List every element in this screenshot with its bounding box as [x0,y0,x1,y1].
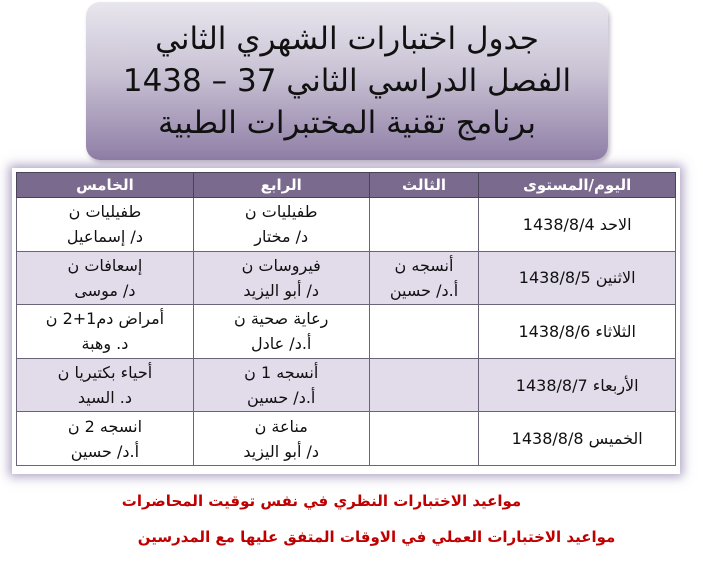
instructor-name: د/ أبو اليزيد [243,441,320,461]
course-name: رعاية صحية ن [233,309,329,329]
schedule-table-frame [12,168,680,474]
table-header-row [17,173,676,198]
course-name: مناعة ن [254,416,308,436]
course-name: فيروسات ن [241,255,321,275]
fourth-level-cell [193,251,369,305]
table-row [17,198,676,252]
day-cell: الاثنين 1438/8/5 [479,251,676,305]
table-row [17,305,676,359]
instructor-name: د/ أبو اليزيد [243,280,320,300]
course-name: إسعافات ن [67,255,143,275]
course-name: أنسجه ن [394,255,454,275]
instructor-name: أ.د/ حسين [389,280,459,300]
fifth-level-cell [17,358,194,412]
fifth-level-cell [17,251,194,305]
instructor-name: د/ مختار [254,227,309,247]
fourth-level-cell [193,198,369,252]
column-header-fifth: الخامس [17,173,194,198]
day-cell: الأربعاء 1438/8/7 [479,358,676,412]
course-name: انسجه 2 ن [67,416,143,436]
fourth-level-cell [193,358,369,412]
fifth-level-cell [17,198,194,252]
schedule-table [16,172,676,466]
instructor-name: أ.د/ عادل [251,334,312,354]
day-cell: الاحد 1438/8/4 [479,198,676,252]
table-row [17,358,676,412]
instructor-name: د. وهبة [81,334,129,354]
day-cell: الثلاثاء 1438/8/6 [479,305,676,359]
instructor-name: أ.د/ حسين [70,441,140,461]
day-cell: الخميس 1438/8/8 [479,412,676,466]
instructor-name: د/ إسماعيل [66,227,143,247]
third-level-cell [369,412,479,466]
third-level-cell [369,358,479,412]
table-row [17,251,676,305]
practical-exam-note: مواعيد الاختبارات العملي في الاوقات المتفق عليها مع المدرسين [137,528,616,546]
table-row [17,412,676,466]
column-header-fourth: الرابع [193,173,369,198]
title-banner [86,2,608,160]
theory-exam-note: مواعيد الاختبارات النظري في نفس توقيت المحاضرات [121,492,522,510]
course-name: طفيليات ن [68,202,142,222]
course-name: أحياء بكتيريا ن [57,363,153,383]
title-line-3: برنامج تقنية المختبرات الطبية [157,105,537,141]
course-name: أنسجه 1 ن [244,363,319,383]
fourth-level-cell [193,412,369,466]
title-line-2: الفصل الدراسي الثاني 37 – 1438 [122,63,572,99]
fourth-level-cell [193,305,369,359]
instructor-name: د. السيد [77,388,132,408]
course-name: طفيليات ن [244,202,318,222]
course-name: أمراض دم1+2 ن [45,309,165,329]
column-header-day: اليوم/المستوى [479,173,676,198]
fifth-level-cell [17,305,194,359]
fifth-level-cell [17,412,194,466]
instructor-name: د/ موسى [74,280,136,300]
instructor-name: أ.د/ حسين [247,388,316,408]
third-level-cell [369,305,479,359]
title-line-1: جدول اختبارات الشهري الثاني [155,21,539,57]
third-level-cell [369,251,479,305]
column-header-third: الثالث [369,173,479,198]
third-level-cell [369,198,479,252]
